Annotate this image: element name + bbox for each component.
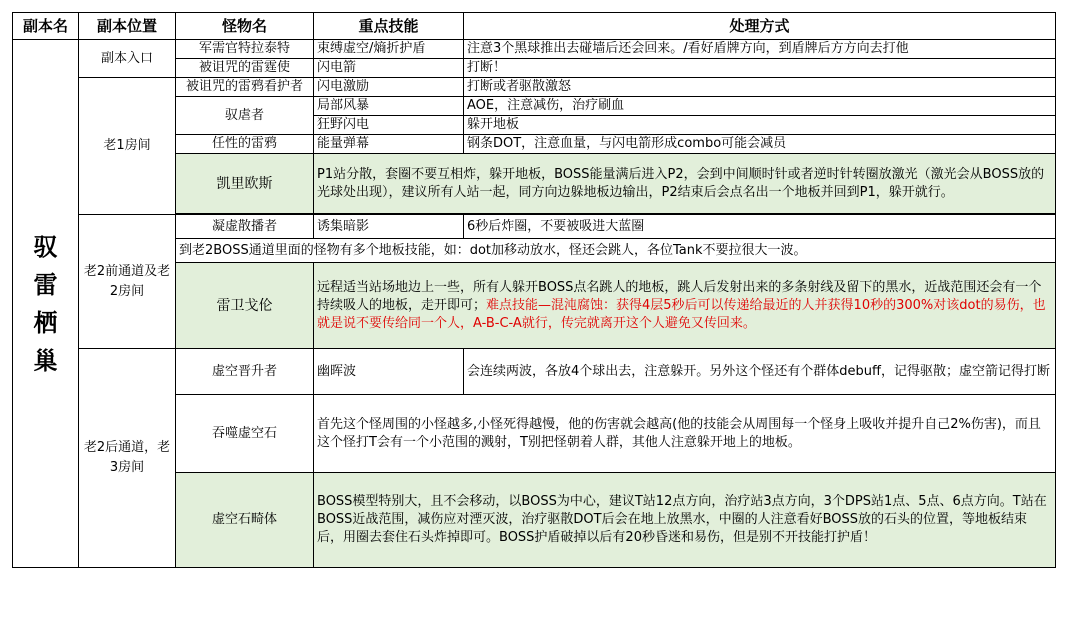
section-entrance: 副本入口 xyxy=(79,40,176,78)
skill-name: 狂野闪电 xyxy=(314,116,464,135)
monster-name: 被诅咒的雷鸦看护者 xyxy=(176,78,314,97)
monster-name: 被诅咒的雷霆使 xyxy=(176,59,314,78)
method-text: AOE，注意减伤，治疗刷血 xyxy=(464,97,1056,116)
boss-strategy-text xyxy=(314,263,1056,349)
table-row xyxy=(13,349,1056,395)
skill-name: 闪电激励 xyxy=(314,78,464,97)
header-dungeon-name: 副本名 xyxy=(13,13,79,40)
section-boss1-room: 老1房间 xyxy=(79,78,176,215)
method-text: 会连续两波，各放4个球出去，注意躲开。另外这个怪还有个群体debuff，记得驱散；虚空箭记得打断 xyxy=(464,349,1056,395)
header-skill: 重点技能 xyxy=(314,13,464,40)
monster-name: 军需官特拉泰特 xyxy=(176,40,314,59)
method-text: 打断或者驱散激怒 xyxy=(464,78,1056,97)
monster-name: 驭虐者 xyxy=(176,97,314,135)
method-text: 打断！ xyxy=(464,59,1056,78)
method-text: 注意3个黑球推出去碰墙后还会回来。/看好盾牌方向，到盾牌后方方向去打他 xyxy=(464,40,1056,59)
skill-name: 能量弹幕 xyxy=(314,135,464,154)
boss-name: 凯里欧斯 xyxy=(176,154,314,214)
skill-name: 闪电箭 xyxy=(314,59,464,78)
method-text: 躲开地板 xyxy=(464,116,1056,135)
method-text: 6秒后炸圈，不要被吸进大蓝圈 xyxy=(464,215,1056,239)
skill-name: 局部风暴 xyxy=(314,97,464,116)
header-method: 处理方式 xyxy=(464,13,1056,40)
passage-note: 到老2BOSS通道里面的怪物有多个地板技能，如：dot加移动放水，怪还会跳人，各位Tank不要拉很大一波。 xyxy=(176,239,1056,263)
skill-name: 诱集暗影 xyxy=(314,215,464,239)
hard-skill-text: 难点技能—混沌腐蚀：获得4层5秒后可以传递给最近的人并获得10秒的300%对该dot的易伤，也就是说不要传给同一个人，A-B-C-A就行，传完就离开这个人避免又传回来。 xyxy=(317,297,1046,331)
method-text: 首先这个怪周围的小怪越多,小怪死得越慢，他的伤害就会越高(他的技能会从周围每一个怪身上吸收并提升自己2%伤害)，而且这个怪打T会有一个小范围的溅射，T别把怪朝着人群，其他人注意躲开地上的地板。 xyxy=(314,395,1056,473)
dungeon-name: 驭 雷 栖 巢 xyxy=(13,40,79,568)
table-row xyxy=(13,78,1056,97)
boss-strategy-text: BOSS模型特别大，且不会移动，以BOSS为中心，建议T站12点方向，治疗站3点方向，3个DPS站1点、5点、6点方向。T站在BOSS近战范围，减伤应对湮灭波，治疗驱散DOT后会在地上放黑水，中圈的人注意看好BOSS放的石头的位置，等地板结束后，用圈去套住石头炸掉即可。BOSS护盾破掉以后有20秒昏迷和易伤，但是别不开技能打护盾！ xyxy=(314,473,1056,568)
boss-name: 雷卫戈伦 xyxy=(176,263,314,349)
table-row xyxy=(13,215,1056,239)
header-monster: 怪物名 xyxy=(176,13,314,40)
section-boss3: 老2后通道，老3房间 xyxy=(79,349,176,568)
table-row xyxy=(13,40,1056,59)
method-text: 钢条DOT，注意血量，与闪电箭形成combo可能会减员 xyxy=(464,135,1056,154)
skill-name: 束缚虚空/熵折护盾 xyxy=(314,40,464,59)
monster-name: 任性的雷鸦 xyxy=(176,135,314,154)
header-row xyxy=(13,13,1056,40)
monster-name: 虚空晋升者 xyxy=(176,349,314,395)
header-location: 副本位置 xyxy=(79,13,176,40)
monster-name: 吞噬虚空石 xyxy=(176,395,314,473)
section-boss2: 老2前通道及老2房间 xyxy=(79,215,176,349)
boss-name: 虚空石畸体 xyxy=(176,473,314,568)
monster-name: 凝虚散播者 xyxy=(176,215,314,239)
boss-strategy-text: P1站分散，套圈不要互相炸，躲开地板，BOSS能量满后进入P2，会到中间顺时针或者逆时针转圈放激光（激光会从BOSS放的光球处出现），建议所有人站一起，同方向边躲地板边输出，P2结束后会点名出一个地板并回到P1，躲开就行。 xyxy=(314,154,1056,214)
strategy-normal-text: 远程适当站场地边上一些，所有人躲开BOSS点名跳人的地板，跳人后发射出来的多条射线及留下的黑水，近战范围还会有一个持续吸人的地板，走开即可； xyxy=(317,279,1042,313)
skill-name: 幽晖波 xyxy=(314,349,464,395)
strategy-table xyxy=(12,12,1056,568)
